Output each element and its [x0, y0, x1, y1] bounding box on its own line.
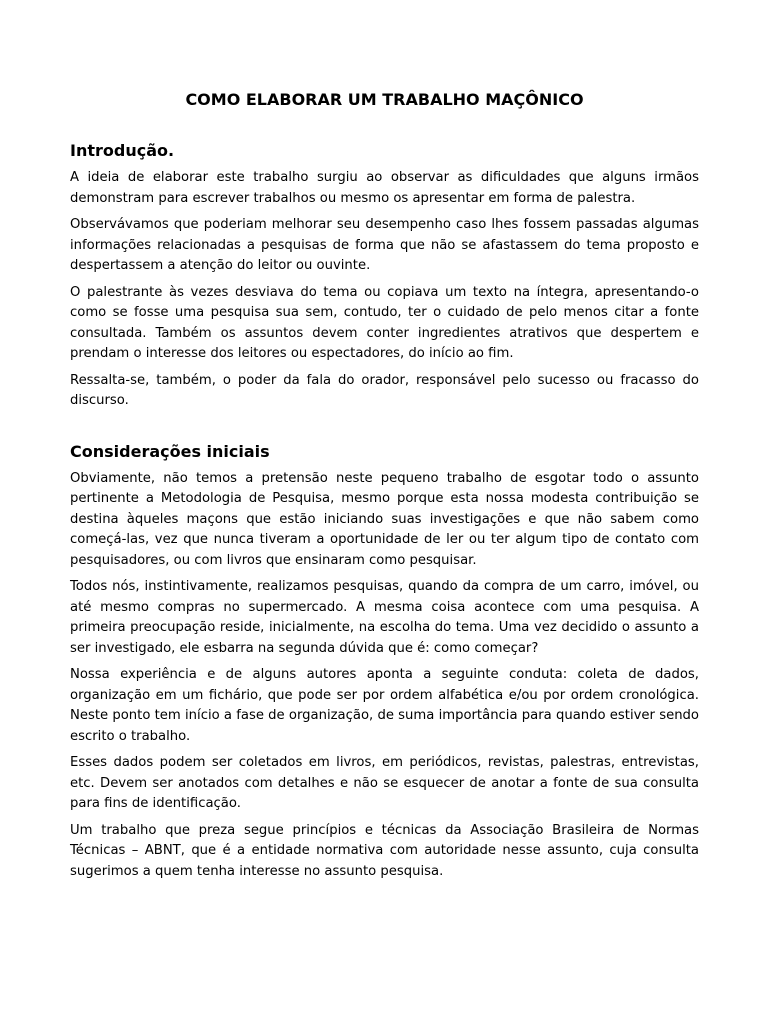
paragraph: A ideia de elaborar este trabalho surgiu ao observar as dificuldades que alguns irmãos demonstram para escrever trabalhos ou mesmo os apresentar em forma de palestra.	[70, 170, 699, 206]
document-title: COMO ELABORAR UM TRABALHO MAÇÔNICO	[185, 90, 584, 109]
section-introducao	[70, 141, 699, 412]
section-heading: Considerações iniciais	[70, 441, 270, 461]
paragraph: Ressalta-se, também, o poder da fala do orador, responsável pelo sucesso ou fracasso do discurso.	[70, 372, 699, 408]
paragraph: Um trabalho que preza segue princípios e técnicas da Associação Brasileira de Normas Técnicas – ABNT, que é a entidade normativa com autoridade nesse assunto, cuja consulta sugerimos a quem tenha interesse no assunto pesquisa.	[70, 822, 699, 879]
paragraph: Observávamos que poderiam melhorar seu desempenho caso lhes fossem passadas algumas informações relacionadas a pesquisas de forma que não se afastassem do tema proposto e despertassem a atenção do leitor ou ouvinte.	[70, 217, 699, 273]
section-consideracoes-iniciais	[70, 442, 699, 883]
paragraph: Obviamente, não temos a pretensão neste pequeno trabalho de esgotar todo o assunto pertinente a Metodologia de Pesquisa, mesmo porque esta nossa modesta contribuição se destina àqueles maçons que estão iniciando suas investigações e que não sabem como começá-las, vez que nunca tiveram a oportunidade de ler ou ter algum tipo de contato com pesquisadores, ou com livros que ensinaram como pesquisar.	[70, 470, 699, 568]
paragraph: O palestrante às vezes desviava do tema ou copiava um texto na íntegra, apresentando-o como se fosse uma pesquisa sua sem, contudo, ter o cuidado de pelo menos citar a fonte consultada. Também os assuntos devem conter ingredientes atrativos que despertem e prendam o interesse dos leitores ou espectadores, do início ao fim.	[70, 284, 699, 361]
paragraph: Esses dados podem ser coletados em livros, em periódicos, revistas, palestras, entrevistas, etc. Devem ser anotados com detalhes e não se esquecer de anotar a fonte de sua consulta para fins de identificação.	[70, 755, 699, 811]
paragraph: Todos nós, instintivamente, realizamos pesquisas, quando da compra de um carro, imóvel, ou até mesmo compras no supermercado. A mesma coisa acontece com uma pesquisa. A primeira preocupação reside, inicialmente, na escolha do tema. Uma vez decidido o assunto a ser investigado, ele esbarra na segunda dúvida que é: como começar?	[70, 579, 699, 656]
paragraph: Nossa experiência e de alguns autores aponta a seguinte conduta: coleta de dados, organização em um fichário, que pode ser por ordem alfabética e/ou por ordem cronológica. Neste ponto tem início a fase de organização, de suma importância para quando estiver sendo escrito o trabalho.	[70, 667, 699, 744]
document-page	[70, 90, 699, 888]
section-heading: Introdução.	[70, 141, 175, 160]
